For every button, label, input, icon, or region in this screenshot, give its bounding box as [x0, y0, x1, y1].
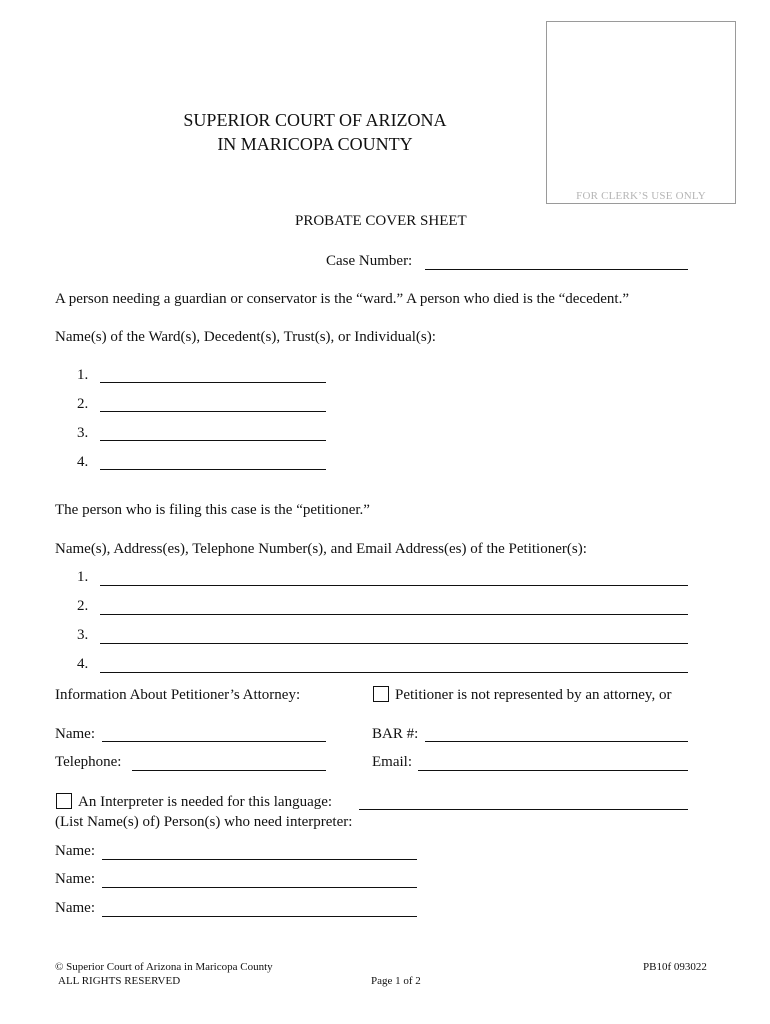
- interpreter-label: An Interpreter is needed for this language:: [78, 794, 333, 810]
- not-represented-checkbox[interactable]: [373, 686, 389, 702]
- clerk-use-label: FOR CLERK’S USE ONLY: [576, 190, 706, 202]
- ward-definition: A person needing a guardian or conservator is the “ward.” A person who died is the “decedent.”: [55, 291, 629, 307]
- petitioner-field-2[interactable]: [100, 614, 688, 615]
- footer-rights: ALL RIGHTS RESERVED: [58, 975, 181, 987]
- interpreter-name-label-1: Name:: [55, 843, 95, 859]
- interpreter-name-field-1[interactable]: [102, 859, 417, 860]
- ward-name-field-3[interactable]: [100, 440, 326, 441]
- form-title: PROBATE COVER SHEET: [295, 213, 467, 229]
- email-label: Email:: [372, 754, 412, 770]
- footer-page-number: Page 1 of 2: [371, 975, 421, 987]
- interpreter-checkbox[interactable]: [56, 793, 72, 809]
- attorney-name-field[interactable]: [102, 741, 326, 742]
- not-represented-label: Petitioner is not represented by an attorney, or: [395, 687, 672, 703]
- name-number-4: 4.: [77, 454, 89, 470]
- petitioner-field-4[interactable]: [100, 672, 688, 673]
- petitioner-number-4: 4.: [77, 656, 89, 672]
- case-number-label: Case Number:: [326, 253, 413, 269]
- name-number-1: 1.: [77, 367, 89, 383]
- interpreter-name-field-2[interactable]: [102, 887, 417, 888]
- interpreter-list-label: (List Name(s) of) Person(s) who need interpreter:: [55, 814, 353, 830]
- attorney-name-label: Name:: [55, 726, 95, 742]
- interpreter-name-label-2: Name:: [55, 871, 95, 887]
- bar-number-label: BAR #:: [372, 726, 419, 742]
- ward-name-field-1[interactable]: [100, 382, 326, 383]
- petitioner-number-1: 1.: [77, 569, 89, 585]
- case-number-field[interactable]: [425, 269, 688, 270]
- petitioner-field-1[interactable]: [100, 585, 688, 586]
- names-heading: Name(s) of the Ward(s), Decedent(s), Trust(s), or Individual(s):: [55, 329, 436, 345]
- ward-name-field-2[interactable]: [100, 411, 326, 412]
- petitioner-definition: The person who is filing this case is the “petitioner.”: [55, 502, 370, 518]
- petitioner-heading: Name(s), Address(es), Telephone Number(s), and Email Address(es) of the Petitioner(s):: [55, 541, 587, 557]
- telephone-field[interactable]: [132, 770, 326, 771]
- bar-number-field[interactable]: [425, 741, 688, 742]
- name-number-2: 2.: [77, 396, 89, 412]
- ward-name-field-4[interactable]: [100, 469, 326, 470]
- attorney-info-label: Information About Petitioner’s Attorney:: [55, 687, 301, 703]
- court-county: IN MARICOPA COUNTY: [217, 134, 413, 154]
- interpreter-name-label-3: Name:: [55, 900, 95, 916]
- petitioner-number-2: 2.: [77, 598, 89, 614]
- interpreter-name-field-3[interactable]: [102, 916, 417, 917]
- email-field[interactable]: [418, 770, 688, 771]
- clerk-use-box: [546, 21, 736, 204]
- footer-form-code: PB10f 093022: [643, 961, 707, 973]
- telephone-label: Telephone:: [55, 754, 122, 770]
- petitioner-number-3: 3.: [77, 627, 89, 643]
- footer-copyright: © Superior Court of Arizona in Maricopa County: [55, 961, 273, 973]
- petitioner-field-3[interactable]: [100, 643, 688, 644]
- court-name: SUPERIOR COURT OF ARIZONA: [183, 110, 447, 130]
- name-number-3: 3.: [77, 425, 89, 441]
- interpreter-language-field[interactable]: [359, 809, 688, 810]
